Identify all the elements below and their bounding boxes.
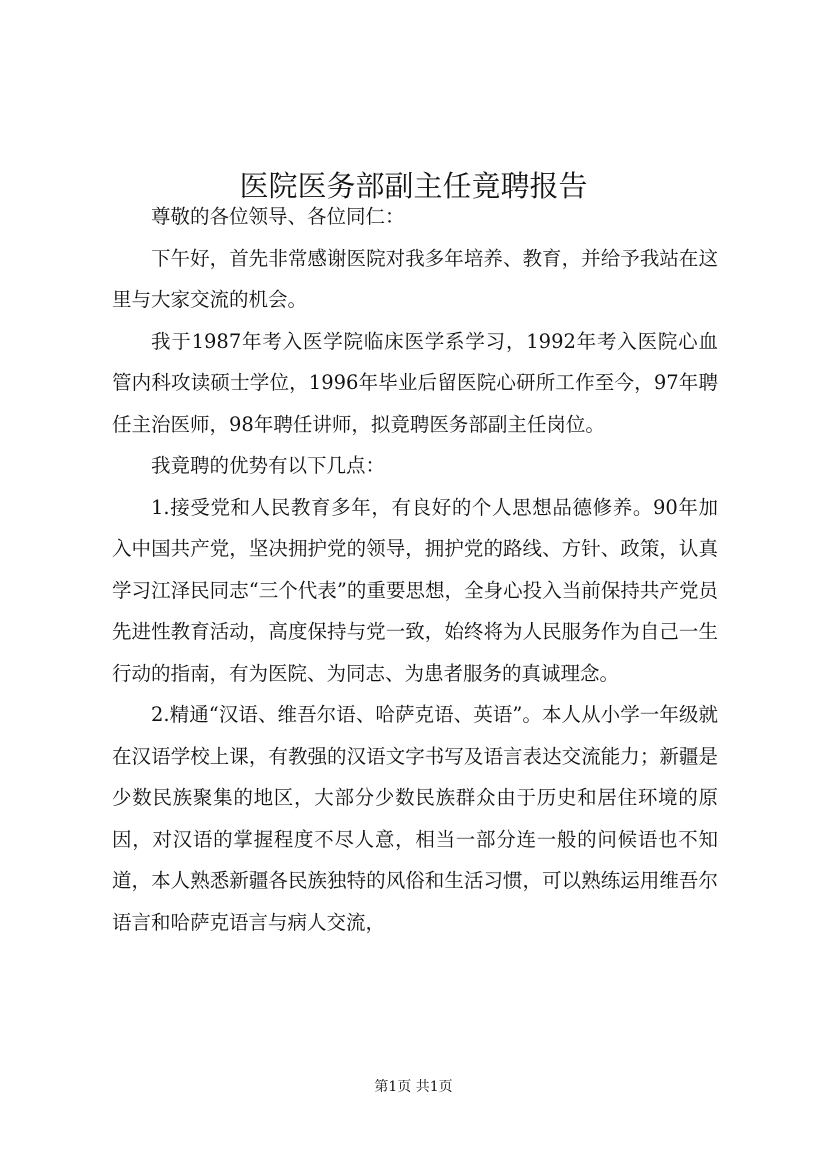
document-body (112, 196, 718, 943)
page-footer: 第1页 共1页 (374, 1079, 453, 1095)
paragraph-greeting: 下午好，首先非常感谢医院对我多年培养、教育，并给予我站在这里与大家交流的机会。 (112, 246, 718, 311)
paragraph-advantage-2: 2.精通“汉语、维吾尔语、哈萨克语、英语”。本人从小学一年级就在汉语学校上课，有教强的汉语文字书写及语言表达交流能力；新疆是少数民族聚集的地区，大部分少数民族群众由于历史和居住环境的原因，对汉语的掌握程度不尽人意，相当一部分连一般的问候语也不知道，本人熟悉新疆各民族独特的风俗和生活习惯，可以熟练运用维吾尔语言和哈萨克语言与病人交流， (112, 703, 718, 934)
paragraph-advantage-1: 1.接受党和人民教育多年，有良好的个人思想品德修养。90年加入中国共产党，坚决拥护党的领导，拥护党的路线、方针、政策，认真学习江泽民同志“三个代表”的重要思想，全身心投入当前保持共产党员先进性教育活动，高度保持与党一致，始终将为人民服务作为自己一生行动的指南，有为医院、为同志、为患者服务的真诚理念。 (112, 495, 718, 685)
paragraph-advantages-intro: 我竟聘的优势有以下几点： (151, 454, 386, 477)
document-title: 医院医务部副主任竟聘报告 (239, 169, 588, 204)
paragraph-salutation: 尊敬的各位领导、各位同仁： (151, 205, 405, 228)
paragraph-background: 我于1987年考入医学院临床医学系学习，1992年考入医院心血管内科攻读硕士学位，1996年毕业后留医院心研所工作至今，97年聘任主治医师，98年聘任讲师，拟竟聘医务部副主任岗位。 (112, 329, 718, 436)
